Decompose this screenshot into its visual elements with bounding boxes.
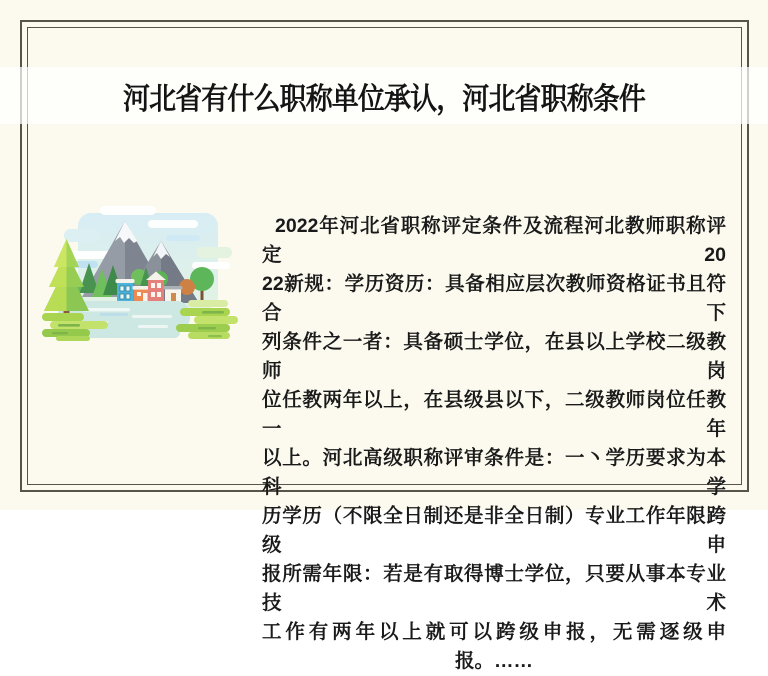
article-title: 河北省有什么职称单位承认，河北省职称条件 [123,82,645,116]
body-line: 22新规：学历资历：具备相应层次教师资格证书且符合下 [262,273,726,324]
landscape-illustration [42,205,238,341]
article-body [262,212,726,676]
title-band [0,67,768,124]
body-line: 2022年河北省职称评定条件及流程河北教师职称评定20 [262,215,726,266]
body-line: 列条件之一者：具备硕士学位，在县以上学校二级教师岗 [262,331,726,382]
body-line: 历学历（不限全日制还是非全日制）专业工作年限跨级申 [262,505,726,556]
body-line: 位任教两年以上，在县级县以下，二级教师岗位任教一年 [262,389,726,440]
body-line: 工作有两年以上就可以跨级申报，无需逐级申报。…… [262,621,726,672]
body-line: 以上。河北高级职称评审条件是：一丶学历要求为本科学 [262,447,726,498]
body-line: 报所需年限：若是有取得博士学位，只要从事本专业技术 [262,563,726,614]
